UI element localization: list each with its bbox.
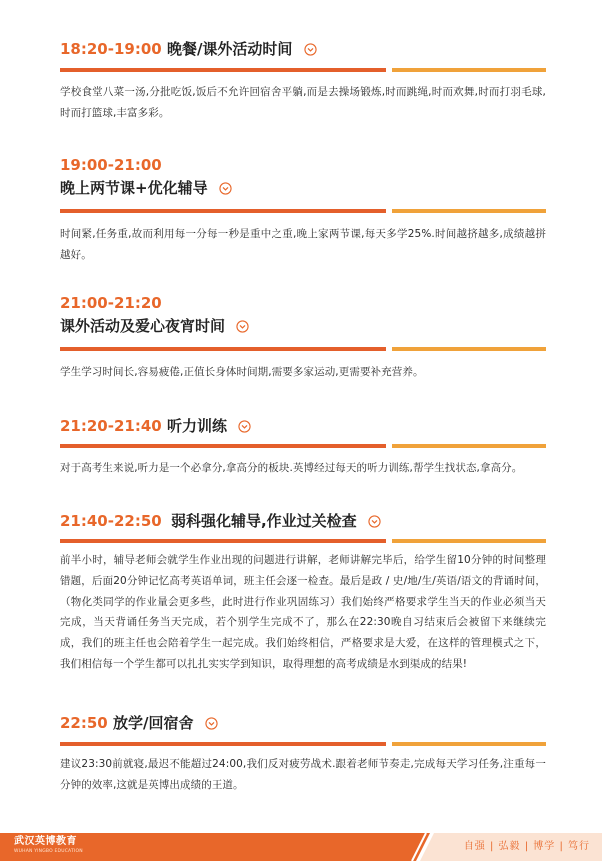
section-time: 21:20-21:40 — [60, 417, 162, 435]
section-heading — [60, 712, 218, 734]
chevron-down-icon[interactable] — [219, 182, 232, 195]
section-divider — [60, 68, 546, 72]
section-title: 听力训练 — [166, 417, 227, 435]
section-divider — [60, 347, 546, 351]
section-heading — [60, 415, 251, 437]
section-text: 对于高考生来说,听力是一个必拿分,拿高分的板块.英博经过每天的听力训练,帮学生找状态,拿高分。 — [60, 462, 523, 474]
section-time: 19:00-21:00 — [60, 156, 162, 174]
section-title: 晚餐/课外活动时间 — [166, 40, 293, 58]
section-text: 前半小时，辅导老师会就学生作业出现的问题进行讲解，老师讲解完毕后，给学生留10分钟的时间整理错题，后面20分钟记忆高考英语单词，班主任会逐一检查。最后是政 / 史/地/生/英语/语文的背诵时间，（物化类同学的作业量会更多些，此时进行作业巩固练习）我们始终严格要求学生当天的作业必须当天完成，当天背诵任务当天完成，若个别学生完成不了，那么在22:30晚自习结束后会被留下来继续完成，我们的班主任也会陪着学生一起完成。我们始终相信，严格要求是大爱，在这样的管理模式之下，我们相信每一个学生都可以扎扎实实学到知识，取得理想的高考成绩是水到渠成的结果! — [60, 554, 546, 670]
brand-name: 武汉英博教育 — [14, 836, 77, 847]
brand-subtitle: WUHAN YINGBO EDUCATION — [14, 849, 83, 854]
chevron-down-icon[interactable] — [368, 515, 381, 528]
section-title: 放学/回宿舍 — [112, 714, 194, 732]
chevron-down-icon[interactable] — [205, 717, 218, 730]
section-title: 晚上两节课+优化辅导 — [60, 179, 208, 197]
section-text: 学生学习时间长,容易疲倦,正值长身体时间期,需要多家运动,更需要补充营养。 — [60, 366, 424, 378]
footer-slogan: 自强 | 弘毅 | 博学 | 笃行 — [463, 841, 590, 852]
section-heading — [60, 292, 249, 337]
section-divider — [60, 444, 546, 448]
section-heading — [60, 38, 317, 60]
section-title: 课外活动及爱心夜宵时间 — [60, 317, 226, 335]
page-footer — [0, 833, 602, 861]
section-time: 18:20-19:00 — [60, 40, 162, 58]
section-text: 建议23:30前就寝,最迟不能超过24:00,我们反对疲劳战术.跟着老师节奏走,完成每天学习任务,注重每一分钟的效率,这就是英博出成绩的王道。 — [60, 758, 546, 791]
section-divider — [60, 539, 546, 543]
section-divider — [60, 209, 546, 213]
section-text: 学校食堂八菜一汤,分批吃饭,饭后不允许回宿舍平躺,而是去操场锻炼,时而跳绳,时而欢舞,时而打羽毛球,时而打篮球,丰富多彩。 — [60, 86, 546, 119]
section-time: 22:50 — [60, 714, 108, 732]
chevron-down-icon[interactable] — [304, 43, 317, 56]
section-title: 弱科强化辅导,作业过关检查 — [170, 512, 357, 530]
section-heading — [60, 510, 381, 532]
section-time: 21:00-21:20 — [60, 294, 162, 312]
section-divider — [60, 742, 546, 746]
section-text: 时间紧,任务重,故而利用每一分每一秒是重中之重,晚上家两节课,每天多学25%.时间越挤越多,成绩越拼越好。 — [60, 228, 546, 261]
chevron-down-icon[interactable] — [238, 420, 251, 433]
chevron-down-icon[interactable] — [236, 320, 249, 333]
section-time: 21:40-22:50 — [60, 512, 162, 530]
section-heading — [60, 154, 232, 199]
